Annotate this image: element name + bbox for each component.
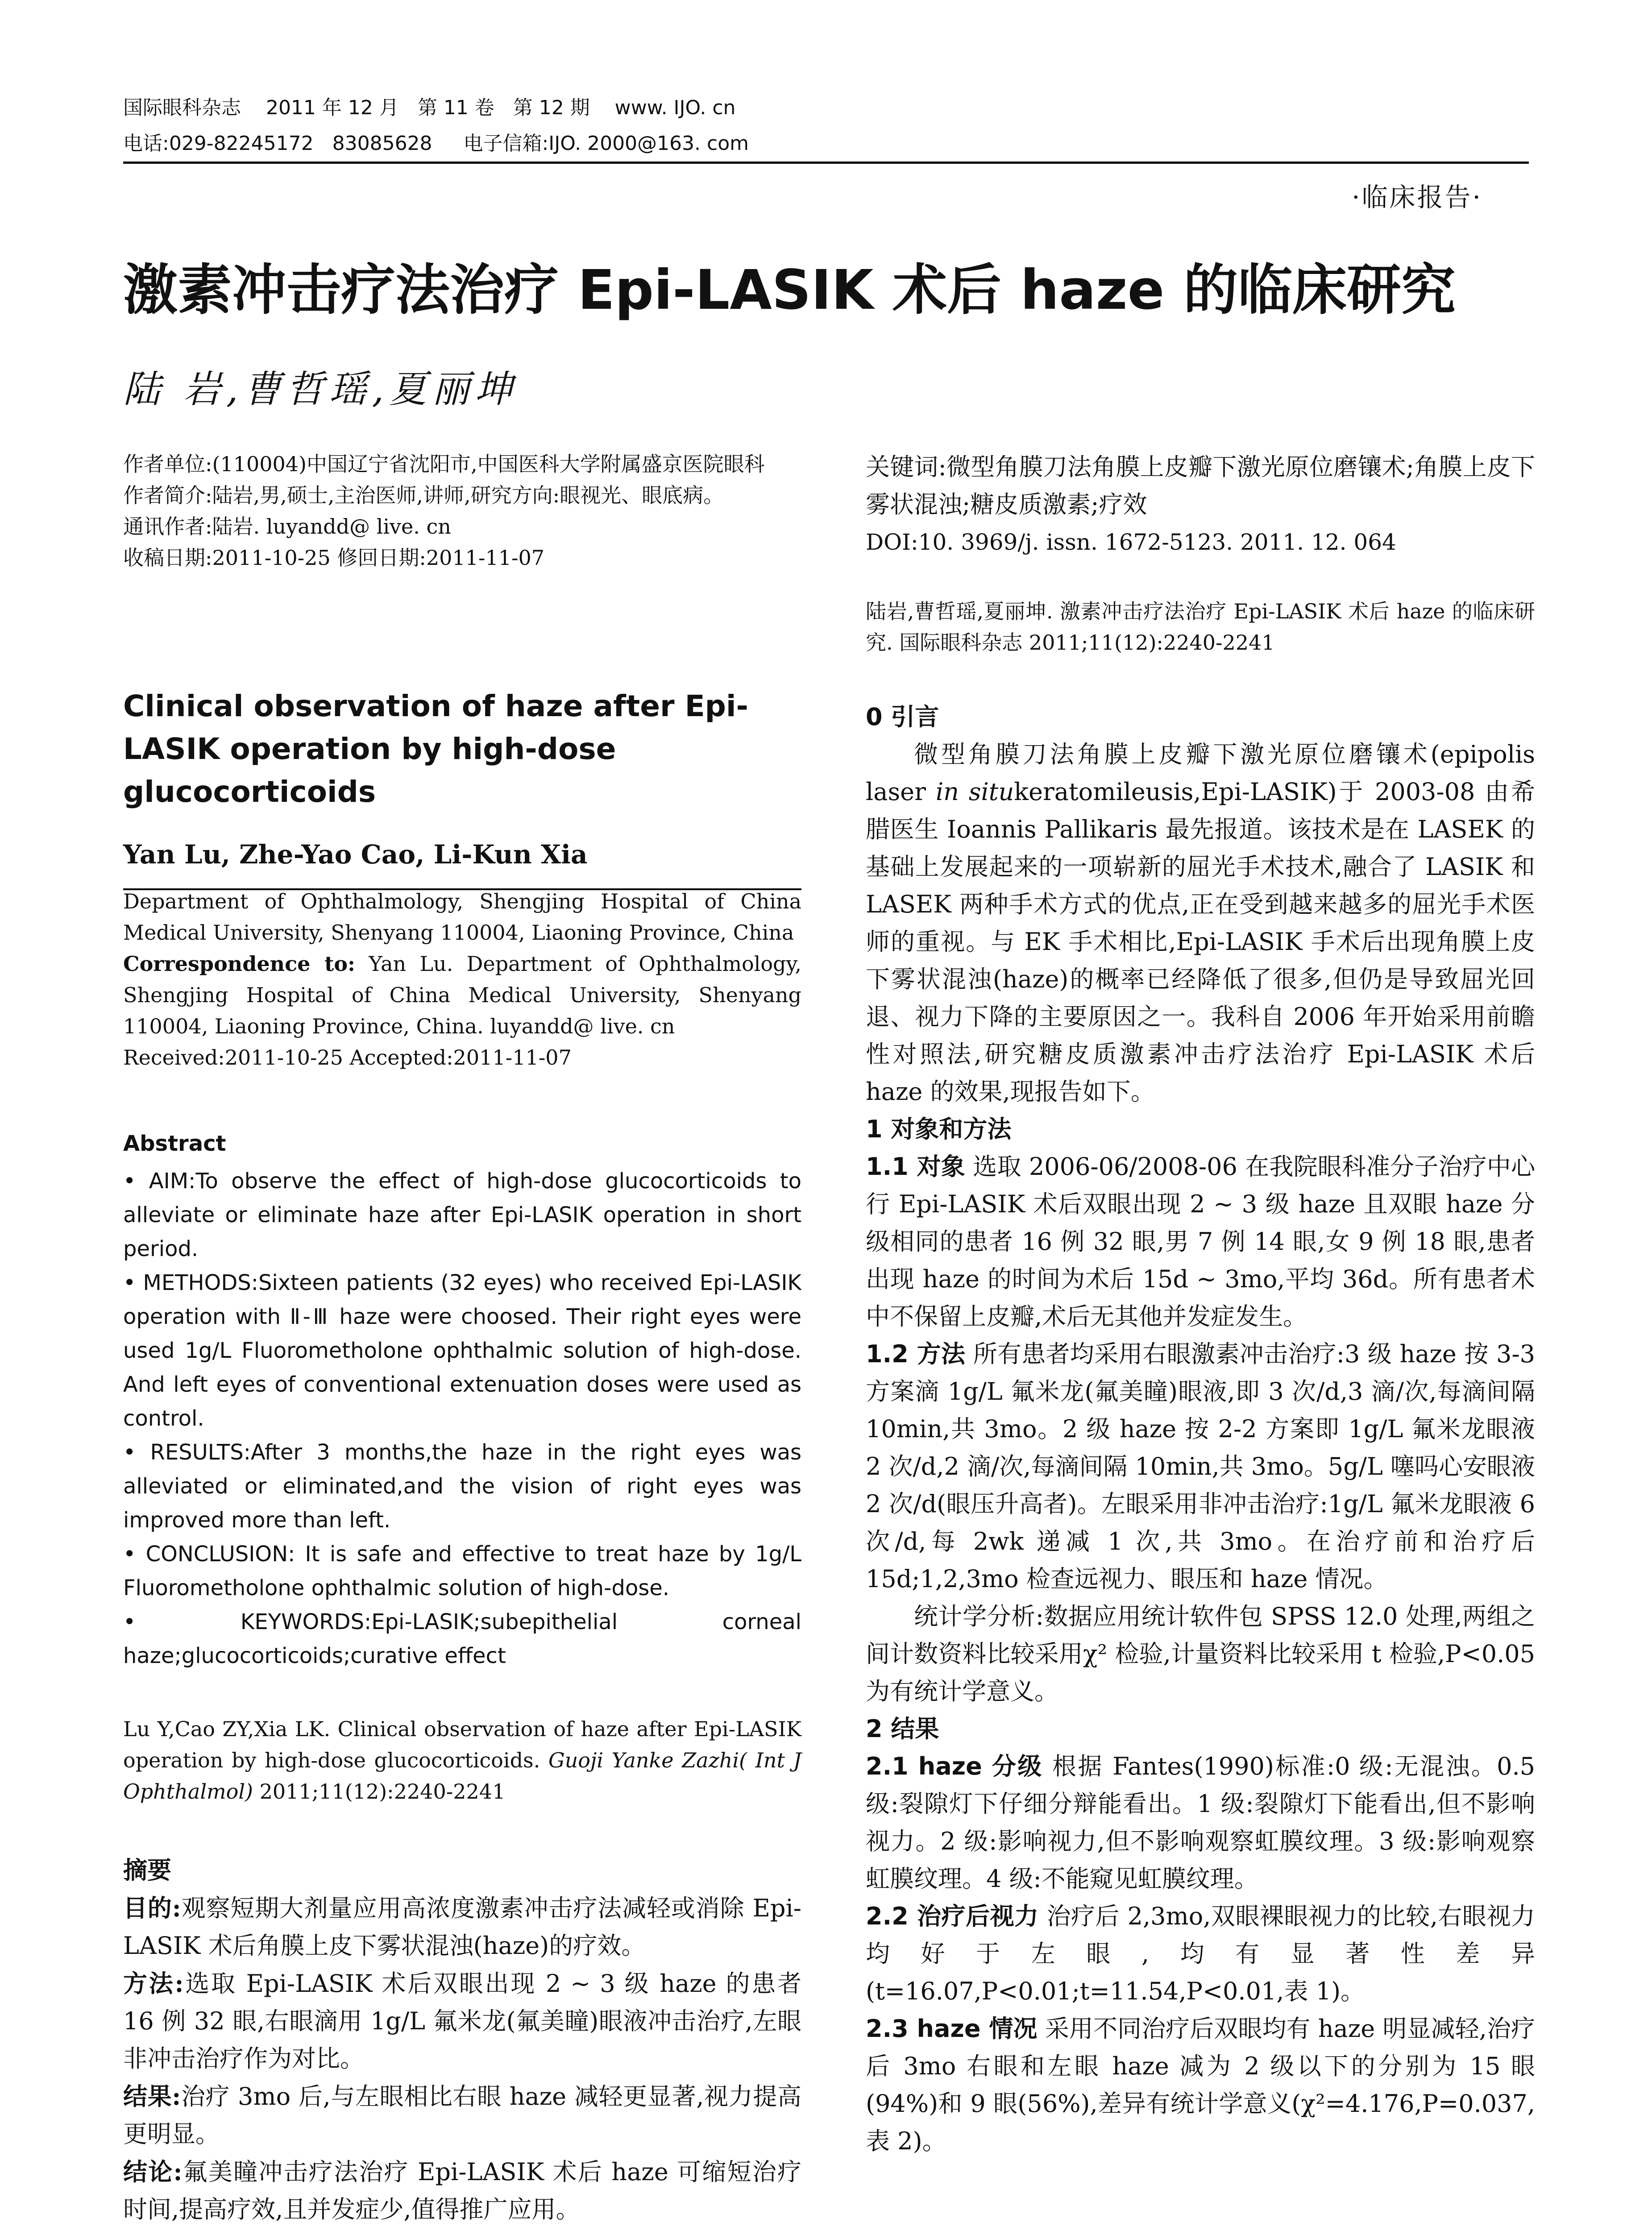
section2-heading: 2 结果 — [866, 1715, 939, 1743]
author-bio: 作者简介:陆岩,男,硕士,主治医师,讲师,研究方向:眼视光、眼底病。 — [123, 483, 724, 507]
english-title: Clinical observation of haze after Epi-LASIK operation by high-dose glucocorticoids — [123, 689, 748, 809]
authors-zh: 陆 岩,曹哲瑶,夏丽坤 — [123, 367, 518, 411]
doi: DOI:10. 3969/j. issn. 1672-5123. 2011. 12. 064 — [866, 529, 1396, 555]
abstract-zh-heading: 摘要 — [123, 1856, 171, 1884]
english-dept: Department of Ophthalmology, Shengjing Hospital of China Medical University, Shenyang 110004, Liaoning Province, China — [123, 889, 801, 945]
abstract-zh-conclusion-label: 结论: — [123, 2157, 183, 2186]
english-title-block — [123, 685, 801, 890]
section2-1-label: 2.1 haze 分级 — [866, 1752, 1043, 1780]
section2-3: 2.3 haze 情况 采用不同治疗后双眼均有 haze 明显减轻,治疗后 3mo 右眼和左眼 haze 减为 2 级以下的分别为 15 眼(94%)和 9 眼(56%),差异有统计学意义(χ²=4.176,P=0.037,表 2)。 — [866, 2015, 1535, 2155]
abstract-heading: Abstract — [123, 1131, 226, 1156]
citation-en — [123, 1713, 801, 1807]
english-dates: Received:2011-10-25 Accepted:2011-11-07 — [123, 1045, 572, 1070]
abstract-zh-results: 结果:治疗 3mo 后,与左眼相比右眼 haze 减轻更显著,视力提高更明显。 — [123, 2082, 801, 2148]
section2-2-label: 2.2 治疗后视力 — [866, 1902, 1039, 1930]
author-unit: 作者单位:(110004)中国辽宁省沈阳市,中国医科大学附属盛京医院眼科 — [123, 452, 765, 476]
abstract-methods: • METHODS:Sixteen patients (32 eyes) who received Epi-LASIK operation with Ⅱ-Ⅲ haze were choosed. Their right eyes were used 1g/L Fluorometholone ophthalmic solution of high-dose. And left eyes of conventional extenuation doses were used as control. — [123, 1270, 801, 1431]
header-rule — [123, 162, 1529, 164]
stats-paragraph: 统计学分析:数据应用统计软件包 SPSS 12.0 处理,两组之间计数资料比较采用χ² 检验,计量资料比较采用 t 检验,P<0.05 为有统计学意义。 — [866, 1602, 1535, 1705]
keywords-zh: 关键词:微型角膜刀法角膜上皮瓣下激光原位磨镶术;角膜上皮下雾状混浊;糖皮质激素;疗效 — [866, 453, 1535, 518]
intro-paragraph: 微型角膜刀法角膜上皮瓣下激光原位磨镶术(epipolis laser in situkeratomileusis,Epi-LASIK)于 2003-08 由希腊医生 Ioannis Pallikaris 最先报道。该技术是在 LASEK 的基础上发展起来的一项崭新的屈光手术技术,融合了 LASIK 和 LASEK 两种手术方式的优点,正在受到越来越多的屈光手术医师的重视。与 EK 手术相比,Epi-LASIK 手术后出现角膜上皮下雾状混浊(haze)的概率已经降低了很多,但仍是导致屈光回退、视力下降的主要原因之一。我科自 2006 年开始采用前瞻性对照法,研究糖皮质激素冲击疗法治疗 Epi-LASIK 术后 haze 的效果,现报告如下。 — [866, 740, 1535, 1106]
abstract-zh-conclusion: 结论:氟美瞳冲击疗法治疗 Epi-LASIK 术后 haze 可缩短治疗时间,提高疗效,且并发症少,值得推广应用。 — [123, 2157, 801, 2223]
english-authors: Yan Lu, Zhe-Yao Cao, Li-Kun Xia — [123, 839, 588, 870]
abstract-results: • RESULTS:After 3 months,the haze in the right eyes was alleviated or eliminated,and the vision of right eyes was improved more than left. — [123, 1440, 801, 1533]
abstract-zh-methods: 方法:选取 Epi-LASIK 术后双眼出现 2 ~ 3 级 haze 的患者 16 例 32 眼,右眼滴用 1g/L 氟米龙(氟美瞳)眼液冲击治疗,左眼非冲击治疗作为对比。 — [123, 1969, 802, 2073]
abstract-en — [123, 1127, 801, 1673]
citation-zh-text: 陆岩,曹哲瑶,夏丽坤. 激素冲击疗法治疗 Epi-LASIK 术后 haze 的临床研究. 国际眼科杂志 2011;11(12):2240-2241 — [866, 599, 1535, 655]
abstract-zh-results-label: 结果: — [123, 2082, 181, 2111]
abstract-conclusion: • CONCLUSION: It is safe and effective to treat haze by 1g/L Fluorometholone ophthalmic solution of high-dose. — [123, 1542, 801, 1601]
abstract-aim: • AIM:To observe the effect of high-dose glucocorticoids to alleviate or eliminate haze after Epi-LASIK operation in short period. — [123, 1169, 801, 1261]
english-correspondence — [123, 948, 801, 1042]
article-body — [866, 698, 1535, 2160]
section2-1: 2.1 haze 分级 根据 Fantes(1990)标准:0 级:无混浊。0.5 级:裂隙灯下仔细分辩能看出。1 级:裂隙灯下能看出,但不影响视力。2 级:影响视力,但不影响观察虹膜纹理。3 级:影响观察虹膜纹理。4 级:不能窥见虹膜纹理。 — [866, 1752, 1535, 1893]
journal-header-line1: 国际眼科杂志 2011 年 12 月 第 11 卷 第 12 期 www. IJO. cn — [123, 96, 736, 119]
journal-header-line2: 电话:029-82245172 83085628 电子信箱:IJO. 2000@163. com — [123, 132, 749, 155]
abstract-zh-aim: 目的:观察短期大剂量应用高浓度激素冲击疗法减轻或消除 Epi-LASIK 术后角膜上皮下雾状混浊(haze)的疗效。 — [123, 1894, 801, 1960]
citation-zh — [866, 596, 1535, 658]
english-affiliation — [123, 886, 801, 1073]
section1-2: 1.2 方法 所有患者均采用右眼激素冲击治疗:3 级 haze 按 3-3 方案滴 1g/L 氟米龙(氟美瞳)眼液,即 3 次/d,3 滴/次,每滴间隔 10min,共 3mo。2 级 haze 按 2-2 方案即 1g/L 氟米龙眼液 2 次/d,2 滴/次,每滴间隔 10min,共 3mo。5g/L 噻吗心安眼液 2 次/d(眼压升高者)。左眼采用非冲击治疗:1g/L 氟米龙眼液 6 次/d,每 2wk 递减 1 次,共 3mo。在治疗前和治疗后 15d;1,2,3mo 检查远视力、眼压和 haze 情况。 — [866, 1340, 1536, 1593]
section1-1: 1.1 对象 选取 2006-06/2008-06 在我院眼科准分子治疗中心行 Epi-LASIK 术后双眼出现 2 ~ 3 级 haze 且双眼 haze 分级相同的患者 16 例 32 眼,男 7 例 14 眼,女 9 例 18 眼,患者出现 haze 的时间为术后 15d ~ 3mo,平均 36d。所有患者术中不保留上皮瓣,术后无其他并发症发生。 — [866, 1153, 1535, 1331]
dates-zh: 收稿日期:2011-10-25 修回日期:2011-11-07 — [123, 546, 545, 570]
intro-heading: 0 引言 — [866, 703, 939, 731]
keywords-doi-block — [866, 448, 1535, 561]
section-tag: ·临床报告· — [1352, 182, 1482, 212]
intro-em: in situ — [935, 778, 1014, 806]
section1-2-label: 1.2 方法 — [866, 1340, 966, 1368]
abstract-zh — [123, 1852, 801, 2228]
correspondence-text: Yan Lu. Department of Ophthalmology, Shengjing Hospital of China Medical University, Shenyang 110004, Liaoning Province, China. luyandd@ live. cn — [123, 952, 801, 1038]
correspondence-zh: 通讯作者:陆岩. luyandd@ live. cn — [123, 514, 451, 539]
section1-heading: 1 对象和方法 — [866, 1115, 1012, 1143]
citation-en-pre: Lu Y,Cao ZY,Xia LK. Clinical observation of haze after Epi-LASIK operation by high-dose glucocorticoids. — [123, 1717, 801, 1772]
correspondence-label: Correspondence to: — [123, 952, 355, 976]
abstract-zh-aim-label: 目的: — [123, 1894, 181, 1922]
citation-en-post: 2011;11(12):2240-2241 — [253, 1779, 506, 1804]
section1-1-label: 1.1 对象 — [866, 1153, 965, 1181]
abstract-zh-methods-label: 方法: — [123, 1969, 184, 1998]
author-info — [123, 448, 801, 573]
section2-3-label: 2.3 haze 情况 — [866, 2015, 1038, 2043]
abstract-keywords: • KEYWORDS:Epi-LASIK;subepithelial corneal haze;glucocorticoids;curative effect — [123, 1609, 801, 1668]
article-title: 激素冲击疗法治疗 Epi-LASIK 术后 haze 的临床研究 — [123, 258, 1456, 322]
citation-en-journal: Guoji Yanke Zazhi( Int J Ophthalmol) — [123, 1748, 801, 1804]
section2-2: 2.2 治疗后视力 治疗后 2,3mo,双眼裸眼视力的比较,右眼视力均好于左眼,均有显著性差异(t=16.07,P<0.01;t=11.54,P<0.01,表 1)。 — [866, 1902, 1535, 2005]
